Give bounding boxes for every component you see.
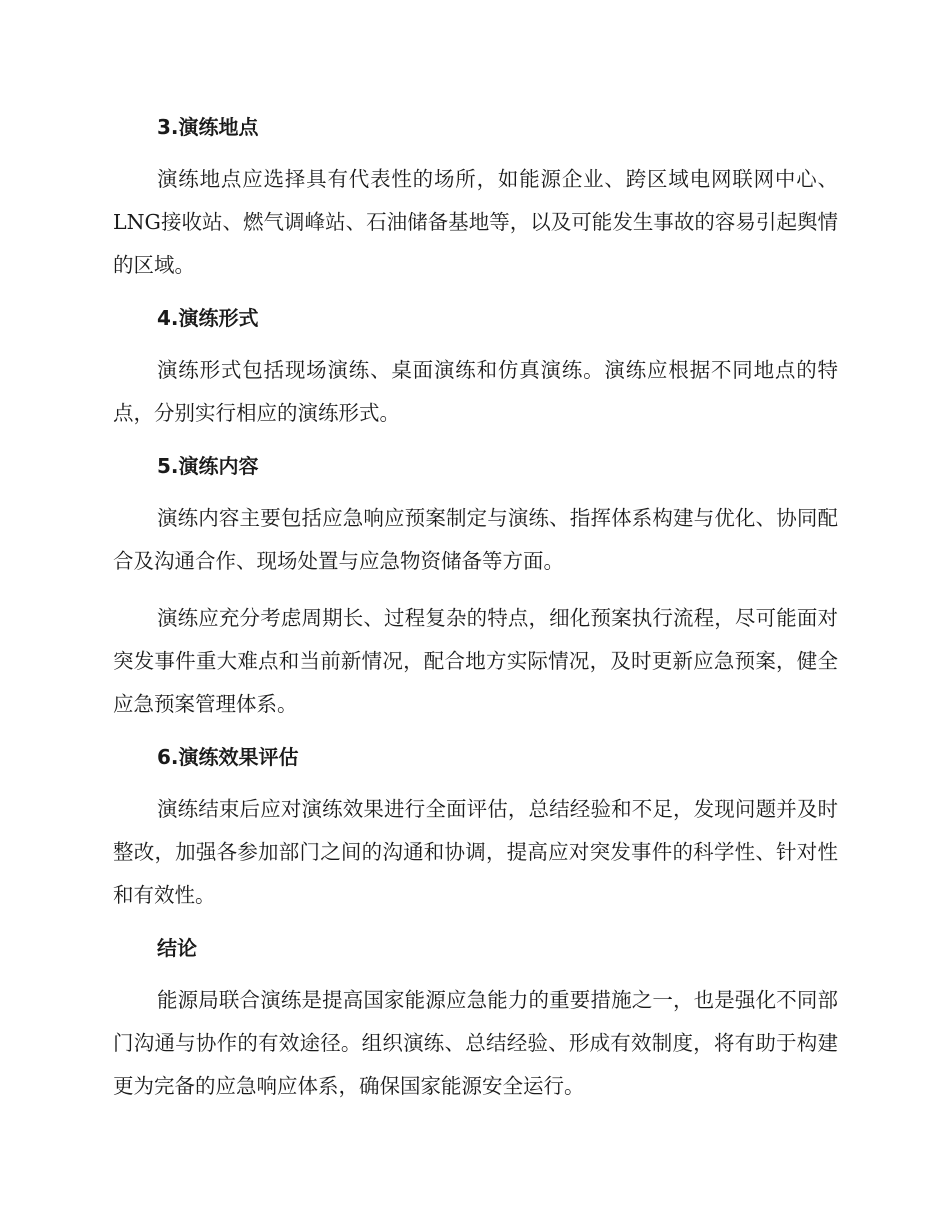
section-heading-form: 4.演练形式 bbox=[157, 306, 259, 330]
paragraph-form: 演练形式包括现场演练、桌面演练和仿真演练。演练应根据不同地点的特点，分别实行相应的演练形式。 bbox=[113, 358, 838, 425]
section-heading-location: 3.演练地点 bbox=[157, 115, 259, 139]
paragraph-content-detail: 演练应充分考虑周期长、过程复杂的特点，细化预案执行流程，尽可能面对突发事件重大难点和当前新情况，配合地方实际情况，及时更新应急预案，健全应急预案管理体系。 bbox=[113, 606, 838, 716]
paragraph-content: 演练内容主要包括应急响应预案制定与演练、指挥体系构建与优化、协同配合及沟通合作、现场处置与应急物资储备等方面。 bbox=[113, 506, 838, 573]
paragraph-evaluation: 演练结束后应对演练效果进行全面评估，总结经验和不足，发现问题并及时整改，加强各参加部门之间的沟通和协调，提高应对突发事件的科学性、针对性和有效性。 bbox=[113, 797, 838, 907]
document-content bbox=[113, 110, 838, 1108]
section-heading-evaluation: 6.演练效果评估 bbox=[157, 745, 299, 769]
section-heading-conclusion: 结论 bbox=[157, 936, 197, 960]
paragraph-location: 演练地点应选择具有代表性的场所，如能源企业、跨区域电网联网中心、LNG接收站、燃气调峰站、石油储备基地等，以及可能发生事故的容易引起舆情的区域。 bbox=[113, 167, 838, 277]
section-heading-content: 5.演练内容 bbox=[157, 454, 259, 478]
paragraph-conclusion: 能源局联合演练是提高国家能源应急能力的重要措施之一，也是强化不同部门沟通与协作的有效途径。组织演练、总结经验、形成有效制度，将有助于构建更为完备的应急响应体系，确保国家能源安全运行。 bbox=[113, 988, 838, 1098]
